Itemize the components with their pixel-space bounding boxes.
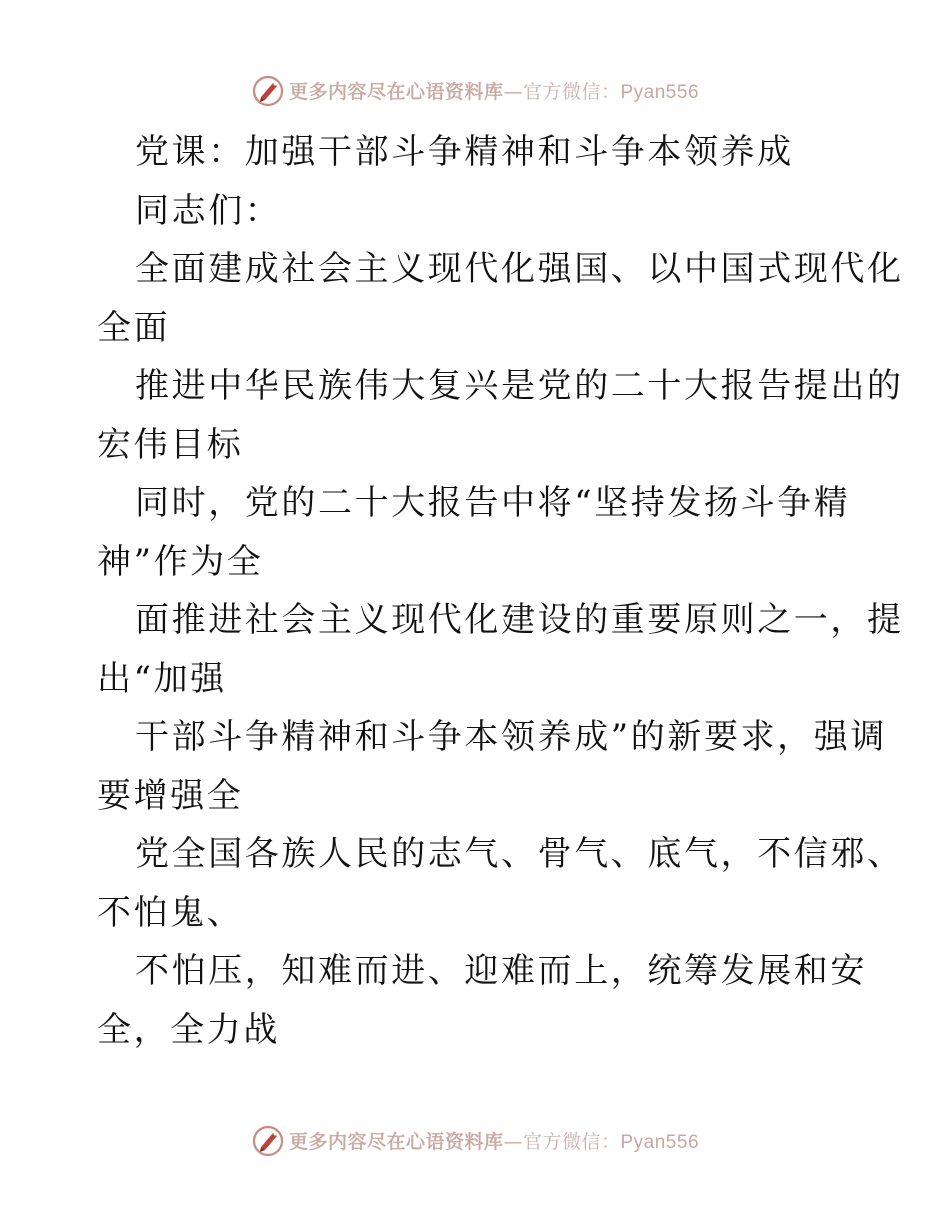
watermark-wechat-label: 官方微信： [522,1130,621,1153]
pen-logo-icon [251,1123,285,1157]
paragraph-line: 出“加强 [97,658,227,699]
watermark-wechat-id: Pyan556 [620,81,700,103]
paragraph-line: 同时，党的二十大报告中将“坚持发扬斗争精 [135,483,851,523]
paragraph-line: 全面 [97,307,171,348]
paragraph-line: 全面建成社会主义现代化强国、以中国式现代化 [135,249,904,289]
paragraph-line: 神”作为全 [97,541,264,582]
watermark-dash: — [503,80,523,103]
paragraph-line: 干部斗争精神和斗争本领养成”的新要求，强调 [135,717,887,757]
watermark-text [289,1127,699,1154]
watermark-wechat-id: Pyan556 [620,1131,700,1153]
paragraph-line: 宏伟目标 [97,424,244,465]
header-watermark [0,70,950,110]
watermark-text [289,77,699,104]
salutation: 同志们： [135,190,282,231]
watermark-site-name: 更多内容尽在心语资料库 [288,80,504,103]
paragraph-line: 不怕鬼、 [97,892,244,933]
paragraph-line: 面推进社会主义现代化建设的重要原则之一，提 [135,600,904,640]
paragraph-line: 推进中华民族伟大复兴是党的二十大报告提出的 [135,366,904,406]
watermark-dash: — [503,1130,523,1153]
paragraph-line: 不怕压，知难而进、迎难而上，统筹发展和安 [135,951,867,991]
document-body [97,123,904,1059]
pen-logo-icon [251,73,285,107]
paragraph-line: 全，全力战 [97,1009,280,1050]
watermark-site-name: 更多内容尽在心语资料库 [288,1130,504,1153]
watermark-wechat-label: 官方微信： [522,80,621,103]
paragraph-line: 要增强全 [97,775,244,816]
document-title: 党课：加强干部斗争精神和斗争本领养成 [135,132,794,172]
paragraph-line: 党全国各族人民的志气、骨气、底气，不信邪、 [135,834,904,874]
footer-watermark [0,1120,950,1160]
